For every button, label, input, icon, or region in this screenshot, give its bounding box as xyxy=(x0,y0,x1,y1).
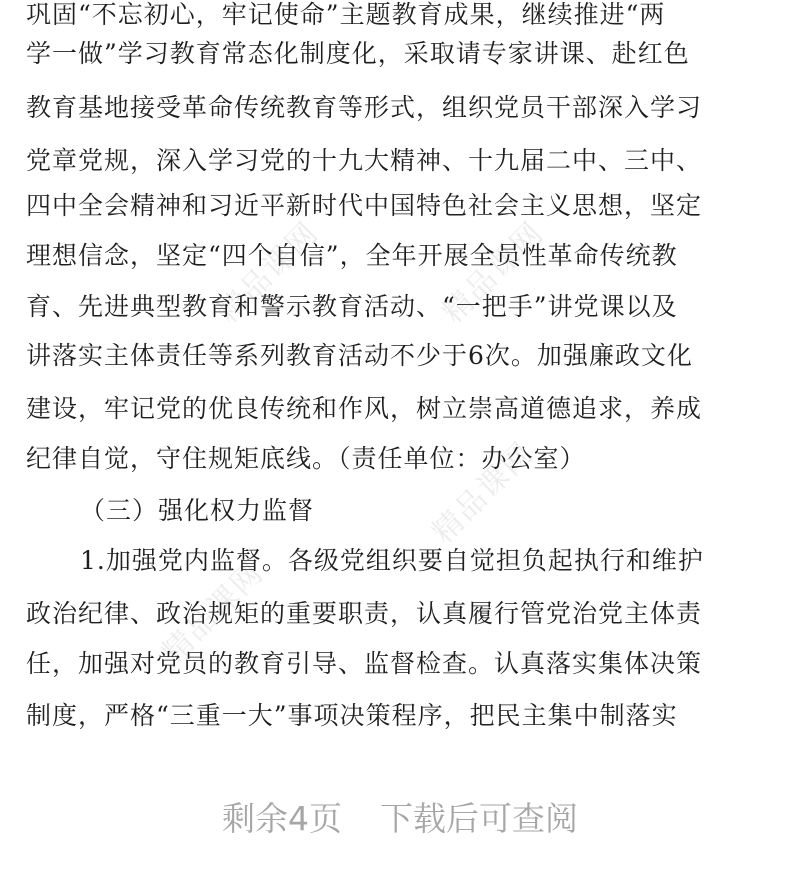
section-heading: （三）强化权力监督 xyxy=(80,496,315,525)
body-line: 纪律自觉，守住规矩底线。（责任单位：办公室） xyxy=(26,444,586,473)
watermark: 精品课网 xyxy=(210,215,326,331)
body-line: 巩固“不忘初心，牢记使命”主题教育成果，继续推进“两 xyxy=(26,0,666,29)
download-prompt[interactable] xyxy=(0,786,800,846)
download-to-view-label: 下载后可查阅 xyxy=(380,798,578,838)
remaining-pages-label: 剩余4页 xyxy=(222,798,342,838)
body-line: 理想信念，坚定“四个自信”，全年开展全员性革命传统教 xyxy=(26,241,678,270)
body-line: 党章党规，深入学习党的十九大精神、十九届二中、三中、 xyxy=(26,146,703,175)
body-line: 教育基地接受革命传统教育等形式，组织党员干部深入学习 xyxy=(26,93,703,122)
watermark: 精品课网 xyxy=(425,435,541,551)
body-line: 育、先进典型教育和警示教育活动、“一把手”讲党课以及 xyxy=(26,292,678,321)
watermark: 精品课网 xyxy=(155,555,271,671)
body-line: 1.加强党内监督。各级党组织要自觉担负起执行和维护 xyxy=(80,546,704,575)
watermark: 精品课网 xyxy=(435,215,551,331)
body-line: 学一做”学习教育常态化制度化，采取请专家讲课、赴红色 xyxy=(26,39,690,68)
body-line: 建设，牢记党的优良传统和作风，树立崇高道德追求，养成 xyxy=(26,394,703,423)
body-line: 政治纪律、政治规矩的重要职责，认真履行管党治党主体责 xyxy=(26,599,703,628)
body-line: 制度，严格“三重一大”事项决策程序，把民主集中制落实 xyxy=(26,701,678,730)
body-line: 任，加强对党员的教育引导、监督检查。认真落实集体决策 xyxy=(26,649,703,678)
body-line: 四中全会精神和习近平新时代中国特色社会主义思想，坚定 xyxy=(26,191,703,220)
body-line: 讲落实主体责任等系列教育活动不少于6次。加强廉政文化 xyxy=(26,341,693,370)
